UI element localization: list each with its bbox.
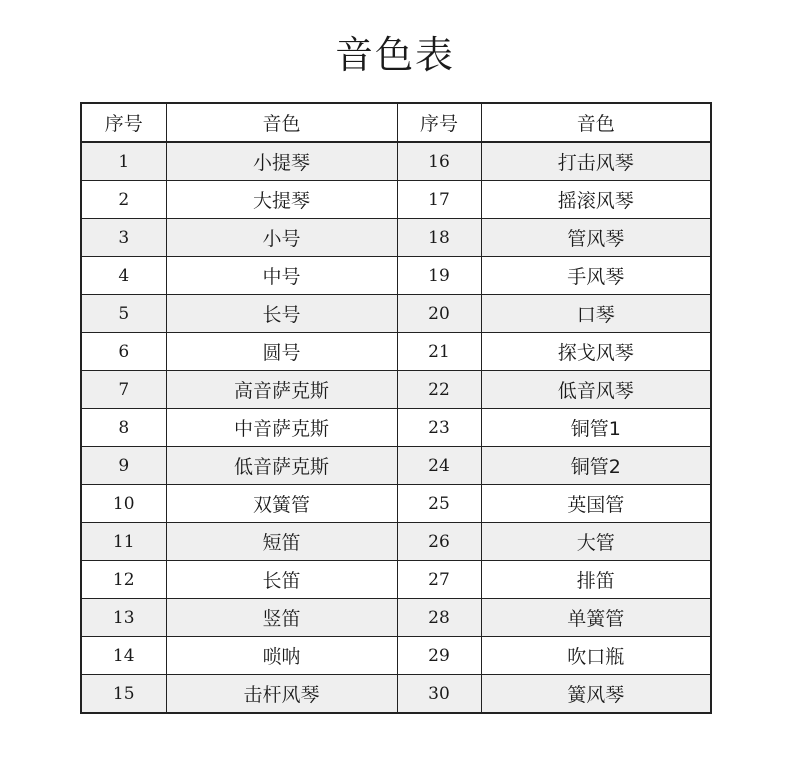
table-row	[81, 485, 711, 523]
table-row	[81, 675, 711, 714]
number-right-cell: 22	[397, 371, 481, 409]
table-row	[81, 142, 711, 181]
table-row	[81, 181, 711, 219]
number-left-cell: 8	[81, 409, 166, 447]
voice-left-cell: 长号	[166, 295, 397, 333]
number-right-cell: 29	[397, 637, 481, 675]
voice-right-cell: 大管	[481, 523, 711, 561]
number-right-cell: 26	[397, 523, 481, 561]
table-row	[81, 295, 711, 333]
voice-right-cell: 打击风琴	[481, 142, 711, 181]
table-row	[81, 333, 711, 371]
number-left-cell: 10	[81, 485, 166, 523]
voice-right-cell: 低音风琴	[481, 371, 711, 409]
table-row	[81, 409, 711, 447]
number-left-cell: 11	[81, 523, 166, 561]
number-right-cell: 28	[397, 599, 481, 637]
number-right-cell: 30	[397, 675, 481, 714]
table-row	[81, 447, 711, 485]
voice-left-cell: 击杆风琴	[166, 675, 397, 714]
table-row	[81, 523, 711, 561]
voice-right-cell: 铜管1	[481, 409, 711, 447]
voice-left-cell: 长笛	[166, 561, 397, 599]
header-number-right: 序号	[397, 103, 481, 142]
number-right-cell: 20	[397, 295, 481, 333]
voice-left-cell: 圆号	[166, 333, 397, 371]
voice-left-cell: 中号	[166, 257, 397, 295]
voice-right-cell: 摇滚风琴	[481, 181, 711, 219]
voice-left-cell: 小号	[166, 219, 397, 257]
voice-left-cell: 中音萨克斯	[166, 409, 397, 447]
number-left-cell: 7	[81, 371, 166, 409]
header-row	[81, 103, 711, 142]
number-right-cell: 17	[397, 181, 481, 219]
number-left-cell: 1	[81, 142, 166, 181]
voice-right-cell: 管风琴	[481, 219, 711, 257]
number-left-cell: 9	[81, 447, 166, 485]
voice-right-cell: 簧风琴	[481, 675, 711, 714]
header-voice-left: 音色	[166, 103, 397, 142]
number-left-cell: 14	[81, 637, 166, 675]
table-row	[81, 637, 711, 675]
number-left-cell: 4	[81, 257, 166, 295]
voice-left-cell: 唢呐	[166, 637, 397, 675]
voice-right-cell: 口琴	[481, 295, 711, 333]
voice-right-cell: 排笛	[481, 561, 711, 599]
number-left-cell: 5	[81, 295, 166, 333]
voice-table	[80, 102, 712, 714]
voice-left-cell: 竖笛	[166, 599, 397, 637]
number-right-cell: 23	[397, 409, 481, 447]
voice-right-cell: 铜管2	[481, 447, 711, 485]
number-left-cell: 2	[81, 181, 166, 219]
number-right-cell: 21	[397, 333, 481, 371]
number-left-cell: 12	[81, 561, 166, 599]
voice-right-cell: 手风琴	[481, 257, 711, 295]
table-row	[81, 371, 711, 409]
table-row	[81, 599, 711, 637]
number-right-cell: 24	[397, 447, 481, 485]
voice-left-cell: 高音萨克斯	[166, 371, 397, 409]
voice-right-cell: 单簧管	[481, 599, 711, 637]
number-right-cell: 16	[397, 142, 481, 181]
voice-right-cell: 英国管	[481, 485, 711, 523]
number-right-cell: 18	[397, 219, 481, 257]
voice-left-cell: 大提琴	[166, 181, 397, 219]
voice-right-cell: 探戈风琴	[481, 333, 711, 371]
number-right-cell: 25	[397, 485, 481, 523]
number-right-cell: 19	[397, 257, 481, 295]
number-left-cell: 3	[81, 219, 166, 257]
header-voice-right: 音色	[481, 103, 711, 142]
number-right-cell: 27	[397, 561, 481, 599]
table-row	[81, 257, 711, 295]
voice-left-cell: 双簧管	[166, 485, 397, 523]
table-row	[81, 561, 711, 599]
voice-left-cell: 低音萨克斯	[166, 447, 397, 485]
voice-left-cell: 小提琴	[166, 142, 397, 181]
number-left-cell: 15	[81, 675, 166, 714]
page-title: 音色表	[334, 33, 455, 77]
voice-right-cell: 吹口瓶	[481, 637, 711, 675]
number-left-cell: 13	[81, 599, 166, 637]
number-left-cell: 6	[81, 333, 166, 371]
table-row	[81, 219, 711, 257]
voice-left-cell: 短笛	[166, 523, 397, 561]
header-number-left: 序号	[81, 103, 166, 142]
